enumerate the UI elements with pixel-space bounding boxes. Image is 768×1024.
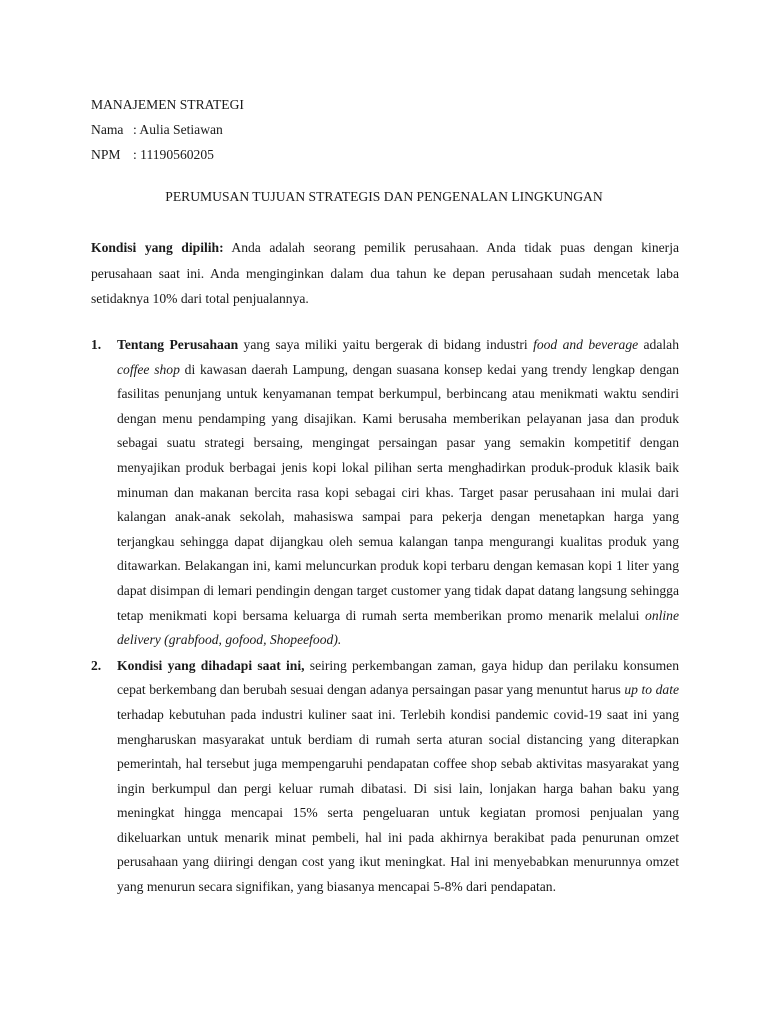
list-item-italic: food and beverage (533, 337, 639, 352)
list-item-body (117, 333, 679, 653)
list-item-text: terhadap kebutuhan pada industri kuliner saat ini. Terlebih kondisi pandemic covid-19 saat ini yang mengharuskan masyarakat untuk berdiam di rumah serta aturan social distancing yang diterapkan pemerintah, hal tersebut juga mempengaruhi pendapatan coffee shop sebab aktivitas masyarakat yang ingin berkumpul dan pergi keluar rumah dibatasi. Di sisi lain, lonjakan harga bahan baku yang meningkat hingga mencapai 15% serta pengeluaran untuk kegiatan promosi penjualan yang dikeluarkan untuk menarik minat pembeli, hal ini pada akhirnya berakibat pada penurunan omzet perusahaan yang diiringi dengan cost yang ikut meningkat. Hal ini menyebabkan menurunnya omzet yang menurun secara signifikan, yang biasanya mencapai 5-8% dari pendapatan. (117, 706, 679, 895)
npm-row (91, 142, 244, 167)
section-title-text: PERUMUSAN TUJUAN STRATEGIS DAN PENGENALAN LINGKUNGAN (165, 189, 603, 204)
list-item-number: 2. (91, 657, 102, 673)
list-item (91, 333, 679, 653)
list-item-italic: up to date (624, 682, 680, 698)
list-item-heading: Kondisi yang dihadapi saat ini, (117, 657, 305, 673)
list-item-heading: Tentang Perusahaan (117, 337, 239, 352)
intro-label: Kondisi yang dipilih: (91, 240, 224, 255)
list-item (91, 654, 679, 900)
list-item-number: 1. (91, 337, 102, 352)
numbered-list (91, 333, 679, 900)
intro-paragraph (91, 235, 679, 312)
list-item-body (117, 654, 679, 900)
list-item-text: seiring perkembangan zaman, gaya hidup dan perilaku konsumen cepat berkembang dan berubah sesuai dengan adanya persaingan pasar yang menuntut harus (117, 657, 679, 698)
document-header (91, 92, 244, 167)
list-item-italic: online delivery (grabfood, gofood, Shopeefood). (117, 607, 679, 648)
section-title (0, 189, 768, 205)
list-item-italic: coffee shop (117, 361, 180, 377)
name-value: : Aulia Setiawan (133, 122, 223, 137)
intro-text: Anda adalah seorang pemilik perusahaan. Anda tidak puas dengan kinerja perusahaan saat ini. Anda menginginkan dalam dua tahun ke depan perusahaan sudah mencetak laba setidaknya 10% dari total penjualannya. (91, 240, 679, 306)
name-row (91, 117, 244, 142)
name-label: Nama (91, 122, 124, 137)
list-item-text: yang saya miliki yaitu bergerak di bidang industri (238, 337, 534, 352)
list-item-text: adalah (638, 337, 679, 352)
list-item-text: di kawasan daerah Lampung, dengan suasana konsep kedai yang trendy lengkap dengan fasilitas penunjang untuk kenyamanan tempat berkumpul, berbincang atau menikmati waktu sendiri dengan menu pendamping yang disajikan. Kami berusaha memberikan pelayanan jasa dan produk sebagai suatu strategi bersaing, mengingat persaingan pasar yang semakin kompetitif dengan menyajikan produk berbagai jenis kopi lokal pilihan serta menghadirkan produk-produk klasik baik minuman dan makanan bercita rasa kopi sebagai ciri khas. Target pasar perusahaan ini mulai dari kalangan anak-anak sekolah, mahasiswa sampai para pekerja dengan menetapkan harga yang terjangkau sehingga dapat dijangkau oleh semua kalangan tanpa mengurangi kualitas produk yang ditawarkan. Belakangan ini, kami meluncurkan produk kopi terbaru dengan kemasan kopi 1 liter yang dapat disimpan di lemari pendingin dengan target customer yang tidak dapat datang langsung sehingga tetap menikmati kopi bersama keluarga di rumah serta memberikan promo menarik melalui (117, 361, 679, 623)
npm-label: NPM (91, 147, 121, 162)
course-title: MANAJEMEN STRATEGI (91, 97, 244, 112)
npm-value: : 11190560205 (133, 147, 214, 162)
